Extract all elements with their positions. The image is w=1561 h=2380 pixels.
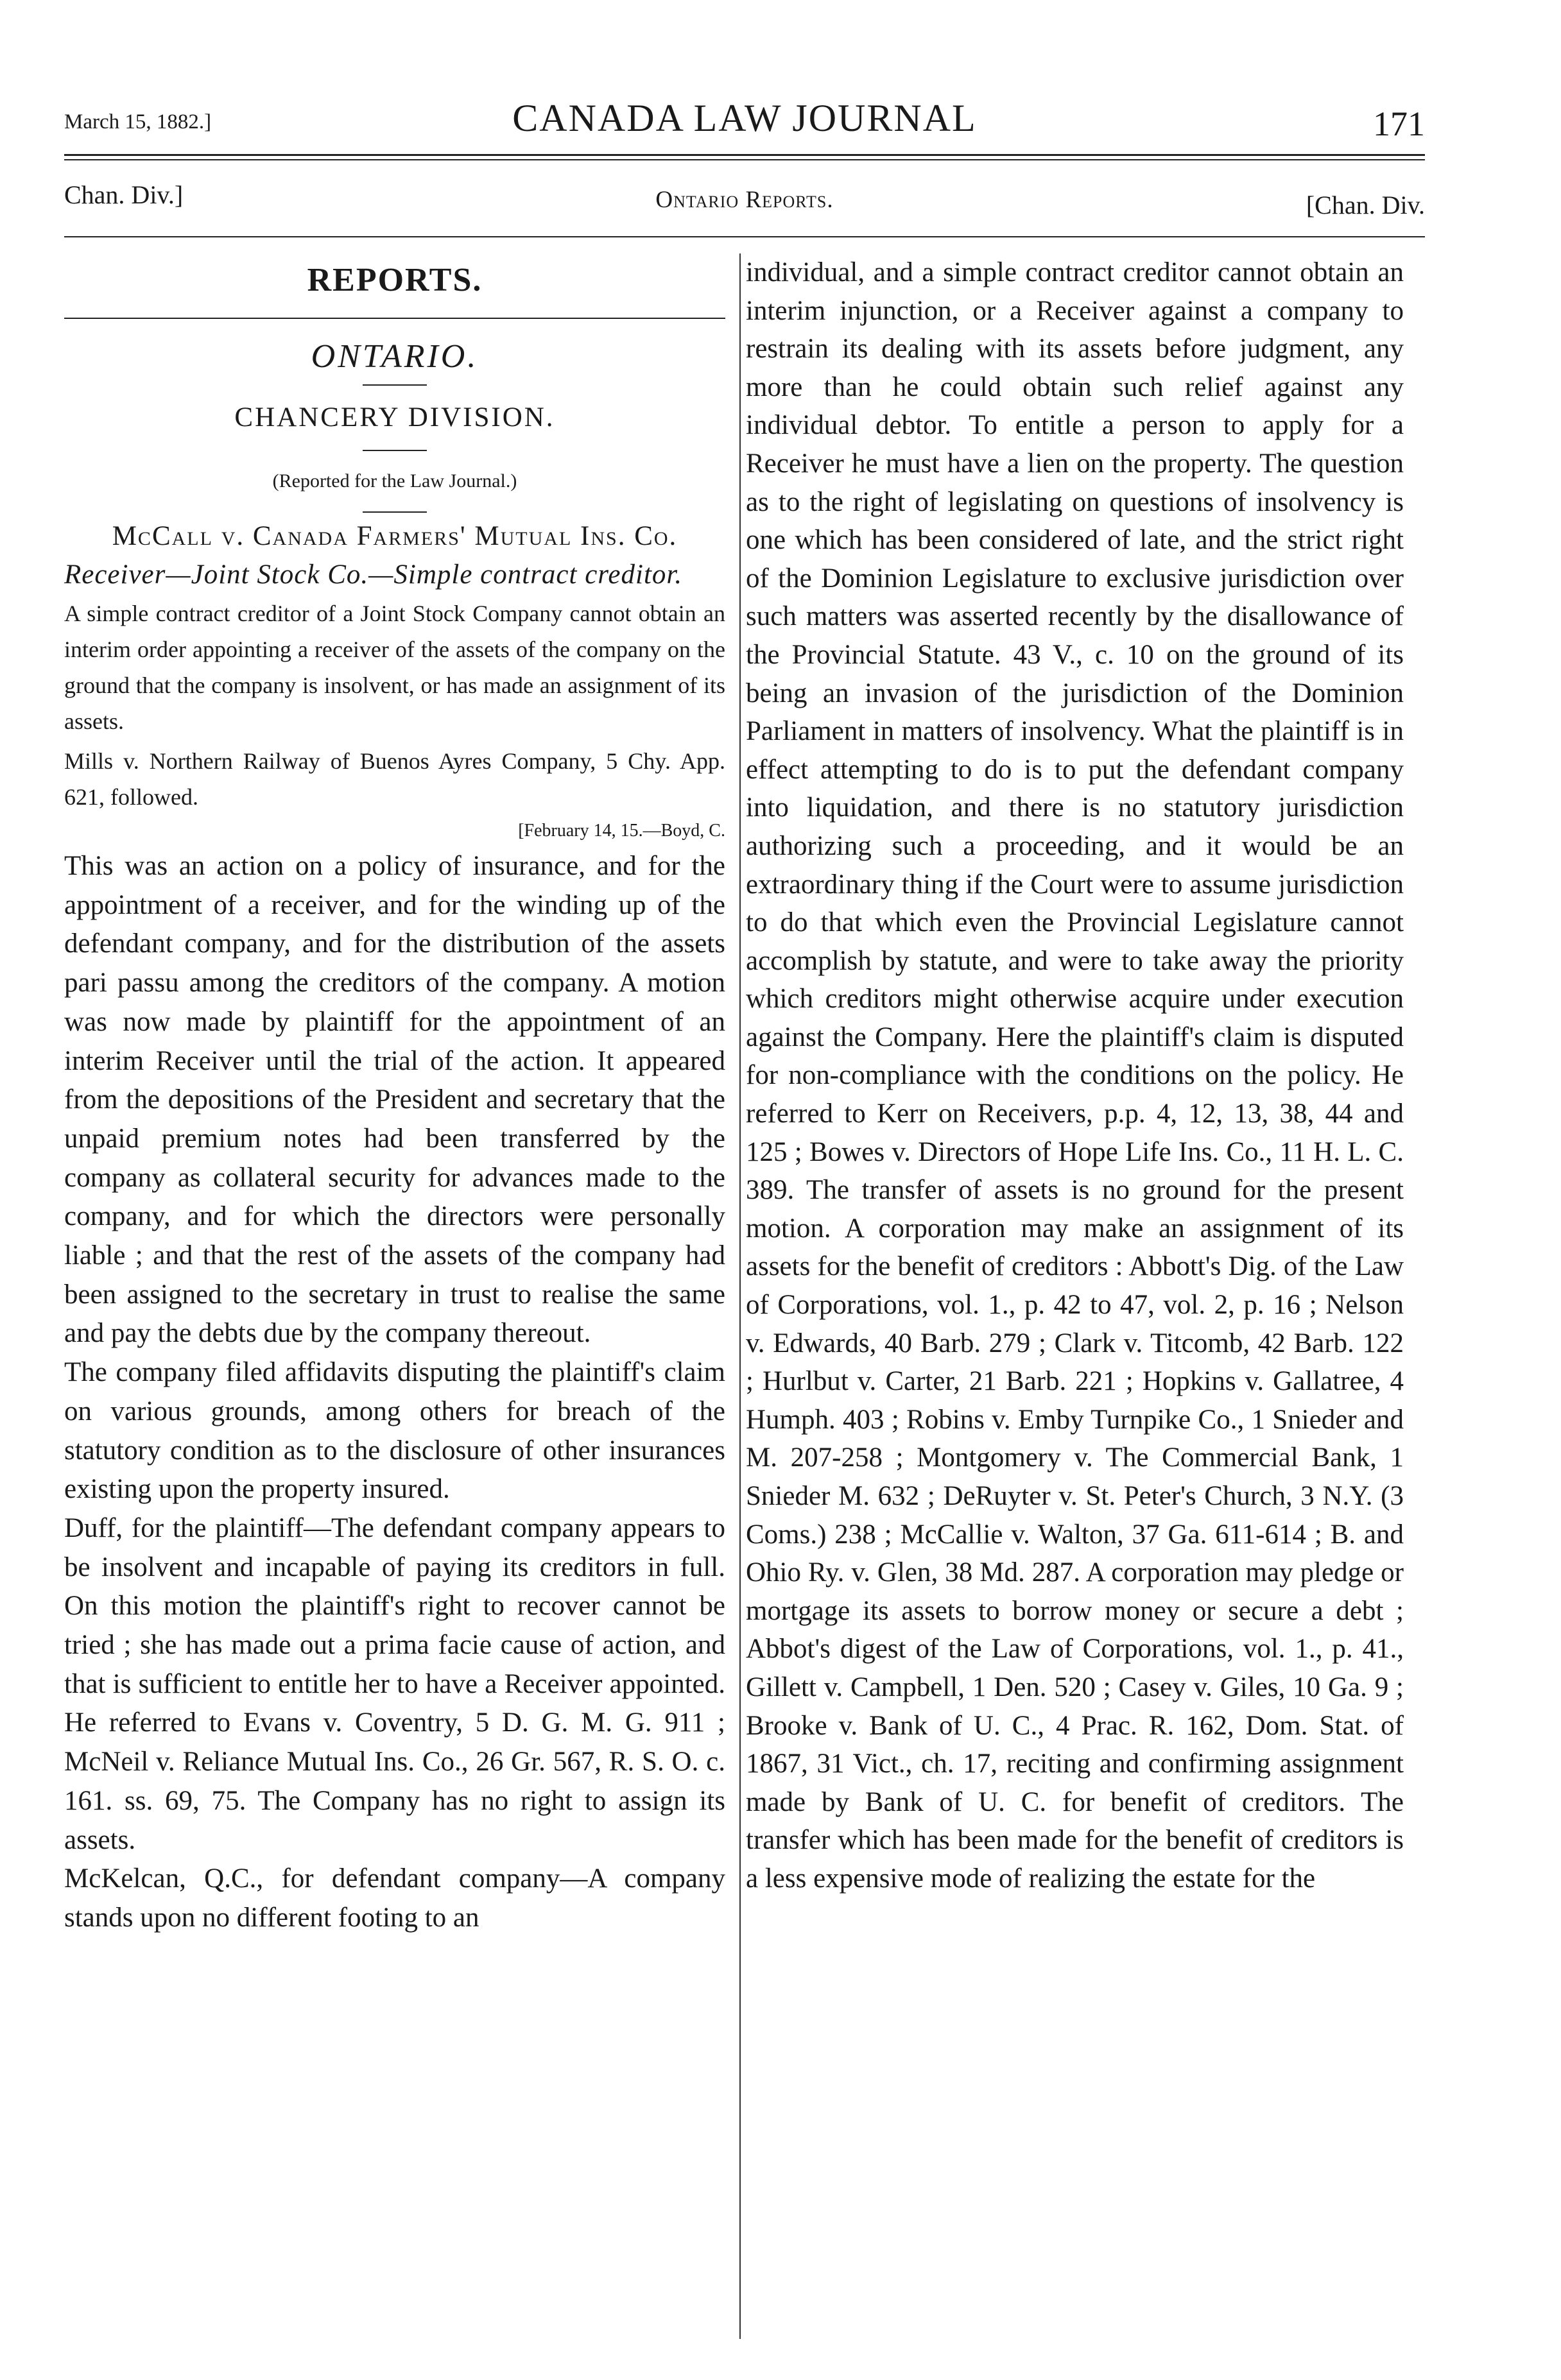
body-paragraph: This was an action on a policy of insurance, and for the appointment of a receiver, and for the winding up of the defendant company, and for the distribution of the assets pari passu among the creditors of the company. A motion was now made by plaintiff for the appointment of an interim Receiver until the trial of the action. It appeared from the depositions of the President and secretary that the unpaid premium notes had been transferred by the company as collateral security for advances made to the company, and for which the directors were personally liable ; and that the rest of the assets of the company had been assigned to the secretary in trust to realise the same and pay the debts due by the company thereout. [64,851,725,1349]
body-paragraph: McKelcan, Q.C., for defendant company—A company stands upon no different footing to an [64,1863,725,1933]
journal-title: CANADA LAW JOURNAL [512,97,977,139]
divider [363,511,427,513]
divider [64,318,725,319]
body-paragraph: The company filed affidavits disputing the plaintiff's claim on various grounds, among others for breach of the statutory condition as to the disclosure of other insurances existing upon the property insured. [64,1357,725,1505]
headnote [64,558,725,592]
right-column [746,253,1404,1898]
case-title: McCall v. Canada Farmers' Mutual Ins. Co. [112,521,678,551]
reports-heading: REPORTS. [307,262,483,298]
division-heading: CHANCERY DIVISION. [234,402,555,432]
followed-authority: Mills v. Northern Railway of Buenos Ayres Company, 5 Chy. App. 621, followed. [64,748,725,810]
headnote-text: Receiver—Joint Stock Co.—Simple contract creditor. [64,560,683,590]
page-number: 171 [1373,105,1425,143]
province-heading: ONTARIO. [311,338,479,375]
divider [363,450,427,451]
syllabus: A simple contract creditor of a Joint Stock Company cannot obtain an interim order appointing a receiver of the assets of the company on the ground that the company is insolvent, or has made an assignment of its assets. [64,601,725,734]
section-head-center: Ontario Reports. [655,187,834,213]
section-rule [64,236,1425,237]
header-rule-secondary [64,159,1425,160]
reported-for-note: (Reported for the Law Journal.) [272,470,517,492]
section-head [64,173,1425,218]
column-divider [739,253,741,2339]
header-rule [64,154,1425,156]
body-paragraph: Duff, for the plaintiff—The defendant company appears to be insolvent and incapable of paying its creditors in full. On this motion the plaintiff's right to recover cannot be tried ; she has made out a prima facie cause of action, and that is sufficient to entitle her to have a Receiver appointed. He referred to Evans v. Coventry, 5 D. G. M. G. 911 ; McNeil v. Reliance Mutual Ins. Co., 26 Gr. 567, R. S. O. c. 161. ss. 69, 75. The Company has no right to assign its assets. [64,1512,725,1855]
decision-date: [February 14, 15.—Boyd, C. [518,821,725,841]
body-paragraph: individual, and a simple contract creditor cannot obtain an interim injunction, or a Receiver against a company to restrain its dealing with its assets before judgment, any more than he could obtain such relief against any individual debtor. To entitle a person to apply for a Receiver he must have a lien on the property. The question as to the right of legislating on questions of insolvency is one which has been considered of late, and the strict right of the Dominion Legislature to exclusive jurisdiction over such matters was asserted recently by the disallowance of the Provincial Statute. 43 V., c. 10 on the ground of its being an invasion of the jurisdiction of the Dominion Parliament in matters of insolvency. What the plaintiff is in effect attempting to do is to put the defendant company into liquidation, and there is no statutory jurisdiction authorizing such a proceeding, and it would be an extraordinary thing if the Court were to assume jurisdiction to do that which even the Provincial Legislature cannot accomplish by statute, and were to take away the priority which creditors might otherwise acquire under execution against the Company. Here the plaintiff's claim is disputed for non-compliance with the conditions on the policy. He referred to Kerr on Receivers, p.p. 4, 12, 13, 38, 44 and 125 ; Bowes v. Directors of Hope Life Ins. Co., 11 H. L. C. 389. The transfer of assets is no ground for the present motion. A corporation may make an assignment of its assets for the benefit of creditors : Abbott's Dig. of the Law of Corporations, vol. 1., p. 42 to 47, vol. 2, p. 16 ; Nelson v. Edwards, 40 Barb. 279 ; Clark v. Titcomb, 42 Barb. 122 ; Hurlbut v. Carter, 21 Barb. 221 ; Hopkins v. Gallatree, 4 Humph. 403 ; Robins v. Emby Turnpike Co., 1 Snieder and M. 207-258 ; Montgomery v. The Commercial Bank, 1 Snieder M. 632 ; DeRuyter v. St. Peter's Church, 3 N.Y. (3 Coms.) 238 ; McCallie v. Walton, 37 Ga. 611-614 ; B. and Ohio Ry. v. Glen, 38 Md. 287. A corporation may pledge or mortgage its assets to borrow money or secure a debt ; Abbot's digest of the Law of Corporations, vol. 1., p. 41., Gillett v. Campbell, 1 Den. 520 ; Casey v. Giles, 10 Ga. 9 ; Brooke v. Bank of U. C., 4 Prac. R. 162, Dom. Stat. of 1867, 31 Vict., ch. 17, reciting and confirming assignment made by Bank of U. C. for benefit of creditors. The transfer which has been made for the benefit of creditors is a less expensive mode of realizing the estate for the [746,257,1404,1894]
section-head-right: [Chan. Div. [1306,191,1425,219]
running-head [64,96,1425,154]
section-head-left: Chan. Div.] [64,180,184,209]
issue-date: March 15, 1882.] [64,110,212,133]
divider [363,384,427,386]
left-column [64,253,725,1938]
